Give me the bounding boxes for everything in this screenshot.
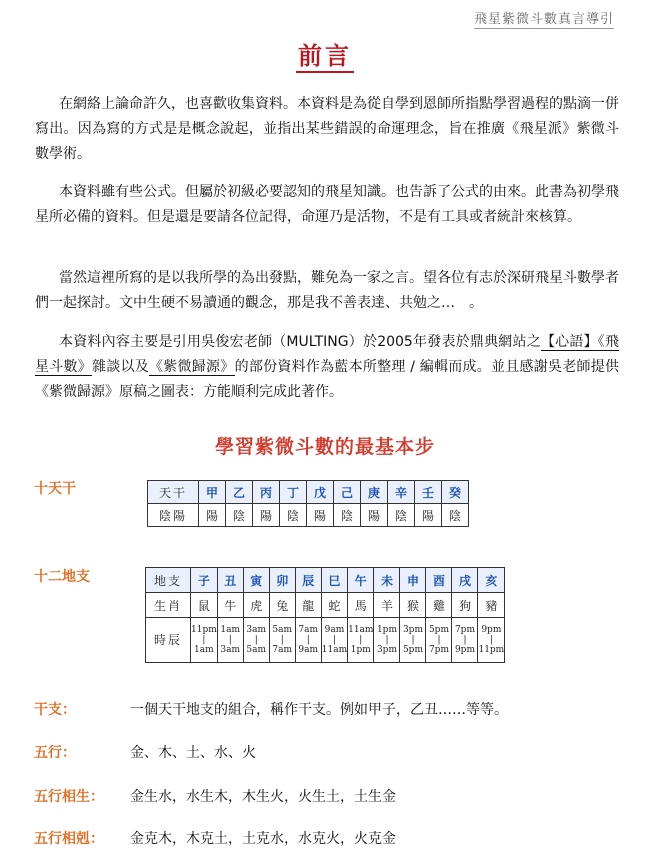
def-text-wuxing: 金、木、土、水、火 [130, 745, 256, 761]
stem-cell: 庚 [361, 481, 388, 504]
yinyang-cell: 陰 [442, 504, 469, 527]
stem-cell: 甲 [199, 481, 226, 504]
stems-row [148, 481, 469, 504]
stem-cell: 癸 [442, 481, 469, 504]
hour-sep: | [437, 635, 441, 645]
hour-start: 1am [220, 625, 241, 635]
branch-cell: 寅 [243, 568, 269, 593]
hour-cell [478, 618, 505, 663]
stem-cell: 辛 [388, 481, 415, 504]
animal-cell: 蛇 [321, 593, 347, 618]
page-header: 飛星紫微斗數真言導引 [474, 8, 614, 29]
page-title [0, 36, 650, 71]
animal-cell: 狗 [452, 593, 478, 618]
def-text-ke: 金克木，木克土，土克水，水克火，火克金 [130, 831, 396, 847]
hour-cell [191, 618, 218, 663]
def-label-ganzhi: 干支： [34, 702, 76, 718]
hour-sep: | [359, 635, 363, 645]
hour-sep: | [228, 635, 232, 645]
hour-cell [321, 618, 347, 663]
branches-label: 十二地支 [34, 569, 90, 585]
branch-cell: 巳 [321, 568, 347, 593]
hour-start: 5am [272, 625, 293, 635]
yinyang-cell: 陰 [280, 504, 307, 527]
animals-row [146, 593, 505, 618]
branch-cell: 午 [348, 568, 374, 593]
hour-start: 1pm [376, 625, 397, 635]
def-label-ke: 五行相剋： [34, 831, 104, 847]
hour-end: 1pm [350, 645, 371, 655]
stem-cell: 己 [334, 481, 361, 504]
stem-cell: 乙 [226, 481, 253, 504]
animal-cell: 兔 [269, 593, 295, 618]
animal-cell: 虎 [243, 593, 269, 618]
hour-cell [269, 618, 295, 663]
paragraph-4-part-a: 本資料內容主要是引用吳俊宏老師（MULTING）於2005年發表於鼎典網站之 [59, 334, 541, 350]
hour-start: 3am [246, 625, 267, 635]
yinyang-cell: 陽 [361, 504, 388, 527]
hours-row [146, 618, 505, 663]
hour-end: 7pm [428, 645, 449, 655]
stems-row-label: 天干 [148, 481, 199, 504]
hour-start: 3pm [402, 625, 423, 635]
animal-cell: 馬 [348, 593, 374, 618]
branch-cell: 卯 [269, 568, 295, 593]
paragraph-1: 在網絡上論命許久，也喜歡收集資料。本資料是為從自學到恩師所指點學習過程的點滴一併寫出。因為寫的方式是是概念說起，並指出某些錯誤的命運理念，旨在推廣《飛星派》紫微斗數學術。 [35, 96, 619, 162]
yinyang-cell: 陽 [199, 504, 226, 527]
hour-start: 5pm [428, 625, 449, 635]
hour-cell [400, 618, 426, 663]
hour-end: 9pm [454, 645, 475, 655]
stem-cell: 壬 [415, 481, 442, 504]
yinyang-cell: 陰 [226, 504, 253, 527]
paragraph-3: 當然這裡所寫的是以我所學的為出發點，難免為一家之言。望各位有志於深研飛星斗數學者們一起探討。文中生硬不易讀通的觀念，那是我不善表達、共勉之… 。 [35, 270, 619, 311]
hour-end: 11pm [478, 645, 505, 655]
hour-end: 5pm [402, 645, 423, 655]
hour-end: 5am [246, 645, 267, 655]
branch-cell: 辰 [295, 568, 321, 593]
hour-sep: | [202, 635, 206, 645]
branches-table [145, 567, 505, 663]
hour-cell [452, 618, 478, 663]
hour-end: 1am [194, 645, 214, 655]
paragraph-4-part-c: 雜談以及 [92, 359, 150, 375]
branch-cell: 申 [400, 568, 426, 593]
yinyang-cell: 陽 [415, 504, 442, 527]
branch-cell: 未 [374, 568, 400, 593]
hour-cell [426, 618, 452, 663]
hour-sep: | [411, 635, 415, 645]
branch-cell: 戌 [452, 568, 478, 593]
hour-cell [295, 618, 321, 663]
yinyang-cell: 陽 [253, 504, 280, 527]
paragraph-2: 本資料雖有些公式。但屬於初級必要認知的飛星知識。也告訴了公式的由來。此書為初學飛星所必備的資料。但是還是要請各位記得，命運乃是活物，不是有工具或者統計來核算。 [35, 184, 619, 225]
branches-row-label: 地支 [146, 568, 191, 593]
hour-sep: | [489, 635, 493, 645]
branches-row [146, 568, 505, 593]
branch-cell: 丑 [217, 568, 243, 593]
hour-cell [217, 618, 243, 663]
yinyang-cell: 陰 [334, 504, 361, 527]
yinyang-row [148, 504, 469, 527]
hour-sep: | [385, 635, 389, 645]
paragraph-4-source-2: 《紫微歸源》 [149, 359, 235, 375]
hour-sep: | [463, 635, 467, 645]
hour-end: 7am [272, 645, 293, 655]
def-label-sheng: 五行相生： [34, 789, 104, 805]
yinyang-cell: 陰 [388, 504, 415, 527]
animal-cell: 羊 [374, 593, 400, 618]
hours-row-label: 時辰 [146, 618, 191, 663]
hour-end: 3pm [376, 645, 397, 655]
yinyang-cell: 陽 [307, 504, 334, 527]
animal-cell: 牛 [217, 593, 243, 618]
hour-cell [348, 618, 374, 663]
paragraph-4 [35, 330, 619, 405]
paragraph-4-source-1: 【心語】《飛星斗數》 [35, 334, 620, 375]
yinyang-row-label: 陰陽 [148, 504, 199, 527]
branch-cell: 子 [191, 568, 218, 593]
animal-cell: 鼠 [191, 593, 218, 618]
def-label-wuxing: 五行： [34, 745, 76, 761]
stems-table [147, 480, 469, 527]
hour-end: 11am [321, 645, 348, 655]
page-title-text: 前言 [296, 41, 354, 73]
stem-cell: 戊 [307, 481, 334, 504]
hour-end: 9am [298, 645, 319, 655]
hour-start: 9pm [481, 625, 502, 635]
animal-cell: 龍 [295, 593, 321, 618]
hour-sep: | [306, 635, 310, 645]
section-title: 學習紫微斗數的最基本步 [214, 436, 435, 458]
def-text-ganzhi: 一個天干地支的組合，稱作干支。例如甲子，乙丑……等等。 [130, 702, 508, 718]
hour-start: 7am [298, 625, 319, 635]
stems-label: 十天干 [34, 481, 76, 497]
animals-row-label: 生肖 [146, 593, 191, 618]
branch-cell: 亥 [478, 568, 505, 593]
hour-end: 3am [220, 645, 241, 655]
def-text-sheng: 金生水，水生木，木生火，火生土，土生金 [130, 789, 396, 805]
stem-cell: 丁 [280, 481, 307, 504]
hour-start: 7pm [454, 625, 475, 635]
paragraph-4-part-e: 的部份資料作為藍本所整理 / 編輯而成。並且感謝吳老師提供《紫微歸源》原稿之圖表：方能順利完成此著作。 [35, 359, 620, 400]
animal-cell: 豬 [478, 593, 505, 618]
hour-start: 11am [348, 625, 374, 635]
hour-cell [374, 618, 400, 663]
branch-cell: 酉 [426, 568, 452, 593]
animal-cell: 猴 [400, 593, 426, 618]
animal-cell: 雞 [426, 593, 452, 618]
hour-start: 9am [324, 625, 345, 635]
hour-start: 11pm [191, 625, 217, 635]
hour-cell [243, 618, 269, 663]
stem-cell: 丙 [253, 481, 280, 504]
hour-sep: | [280, 635, 284, 645]
hour-sep: | [254, 635, 258, 645]
hour-sep: | [332, 635, 336, 645]
